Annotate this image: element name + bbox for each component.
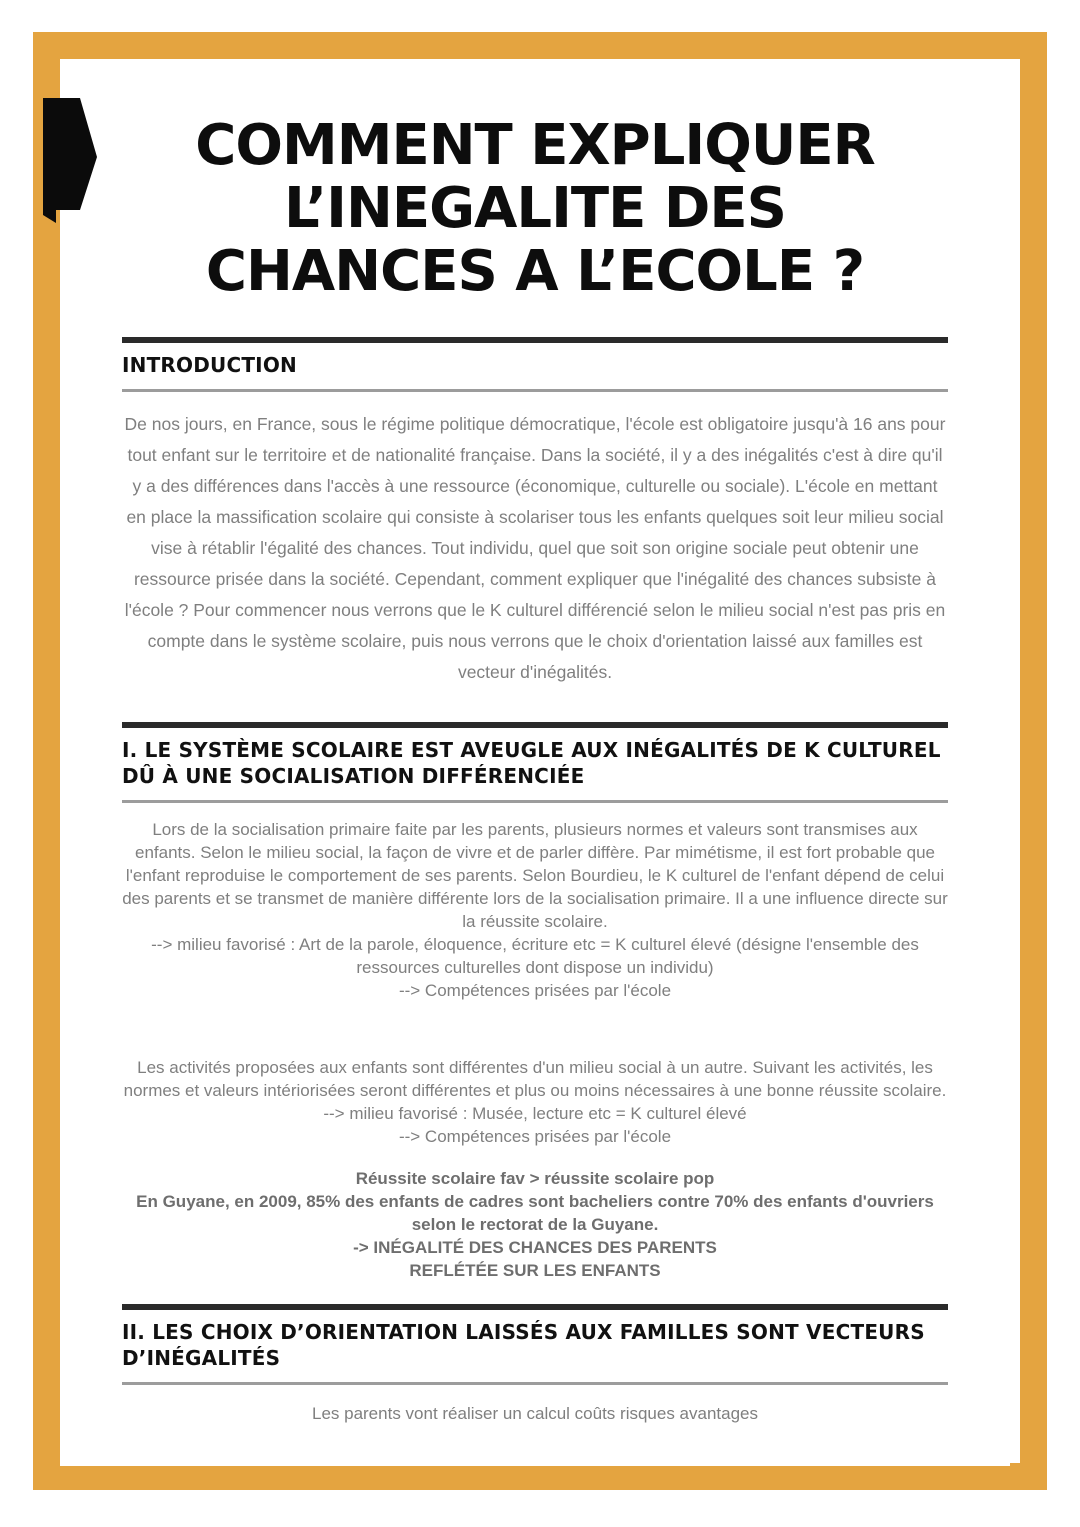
section2-heading: [122, 1319, 948, 1371]
section1-paragraph-1-arrow-1: --> milieu favorisé : Art de la parole, éloquence, écriture etc = K culturel élevé (désigne l'ensemble des ressources culturelles dont dispose un individu): [151, 935, 919, 977]
section1-paragraph-1-text: Lors de la socialisation primaire faite par les parents, plusieurs normes et valeurs sont transmises aux enfants. Selon le milieu social, la façon de vivre et de parler diffère. Par mimétisme, il est fort probable que l'enfant reproduise le comportement de ses parents. Selon Bourdieu, le K culturel de l'enfant dépend de celui des parents et se transmet de manière différente lors de la socialisation primaire. Il a une influence directe sur la réussite scolaire.: [122, 820, 948, 931]
section1-heading-top-rule: [122, 722, 948, 728]
title-line-3: CHANCES A L’ECOLE ?: [205, 239, 865, 304]
section1-heading: [122, 737, 948, 789]
key-fact-line-1: Réussite scolaire fav > réussite scolaire pop: [355, 1169, 715, 1188]
section1-paragraph-2-arrow-1: --> milieu favorisé : Musée, lecture etc = K culturel élevé: [323, 1104, 747, 1123]
title-line-1: COMMENT EXPLIQUER: [195, 113, 875, 178]
section1-heading-block: [122, 722, 948, 803]
page-title: [122, 114, 948, 303]
section1-heading-line-2: DÛ À UNE SOCIALISATION DIFFÉRENCIÉE: [122, 764, 585, 788]
section2-heading-bottom-rule: [122, 1382, 948, 1385]
section2-paragraph: Les parents vont réaliser un calcul coûts risques avantages: [311, 1404, 759, 1423]
section1-paragraph-1-arrow-2: --> Compétences prisées par l'école: [398, 981, 672, 1000]
section1-paragraph-1: [122, 818, 948, 1002]
intro-heading: INTRODUCTION: [122, 353, 297, 377]
intro-paragraph: De nos jours, en France, sous le régime politique démocratique, l'école est obligatoire jusqu'à 16 ans pour tout enfant sur le territoire et de nationalité française. Dans la société, il y a des inégalités c'est à dire qu'il y a des différences dans l'accès à une ressource (économique, culturelle ou sociale). L'école en mettant en place la massification scolaire qui consiste à scolariser tous les enfants quelques soit leur milieu social vise à rétablir l'égalité des chances. Tout individu, quel que soit son origine sociale peut obtenir une ressource prisée dans la société. Cependant, comment expliquer que l'inégalité des chances subsiste à l'école ? Pour commencer nous verrons que le K culturel différencié selon le milieu social n'est pas pris en compte dans le système scolaire, puis nous verrons que le choix d'orientation laissé aux familles est vecteur d'inégalités.: [124, 414, 946, 682]
section2-heading-top-rule: [122, 1304, 948, 1310]
section1-key-facts: [122, 1167, 948, 1282]
section1-heading-line-1: I. LE SYSTÈME SCOLAIRE EST AVEUGLE AUX INÉGALITÉS DE K CULTUREL: [122, 738, 941, 762]
section1-paragraph-2-arrow-2: --> Compétences prisées par l'école: [398, 1127, 672, 1146]
section1-paragraph-2: [122, 1056, 948, 1148]
section2-heading-block: [122, 1304, 948, 1385]
section1-paragraph-2-text: Les activités proposées aux enfants sont différentes d'un milieu social à un autre. Suivant les activités, les normes et valeurs intériorisées seront différentes et plus ou moins nécessaires à une bonne réussite scolaire.: [123, 1058, 947, 1100]
intro-heading-block: [122, 337, 948, 392]
section2-heading-line-1: II. LES CHOIX D’ORIENTATION LAISSÉS AUX FAMILLES SONT VECTEURS: [122, 1320, 925, 1344]
key-fact-line-4: REFLÉTÉE SUR LES ENFANTS: [409, 1261, 661, 1280]
section1-heading-bottom-rule: [122, 800, 948, 803]
intro-heading-top-rule: [122, 337, 948, 343]
key-fact-line-3: -> INÉGALITÉ DES CHANCES DES PARENTS: [353, 1238, 717, 1257]
bookmark-ribbon-icon: [43, 98, 98, 224]
page-content: [60, 62, 1010, 1466]
intro-heading-bottom-rule: [122, 389, 948, 392]
title-line-2: L’INEGALITE DES: [284, 176, 786, 241]
section2-heading-line-2: D’INÉGALITÉS: [122, 1346, 281, 1370]
key-fact-line-2: En Guyane, en 2009, 85% des enfants de cadres sont bacheliers contre 70% des enfants d'ouvriers selon le rectorat de la Guyane.: [136, 1192, 934, 1234]
